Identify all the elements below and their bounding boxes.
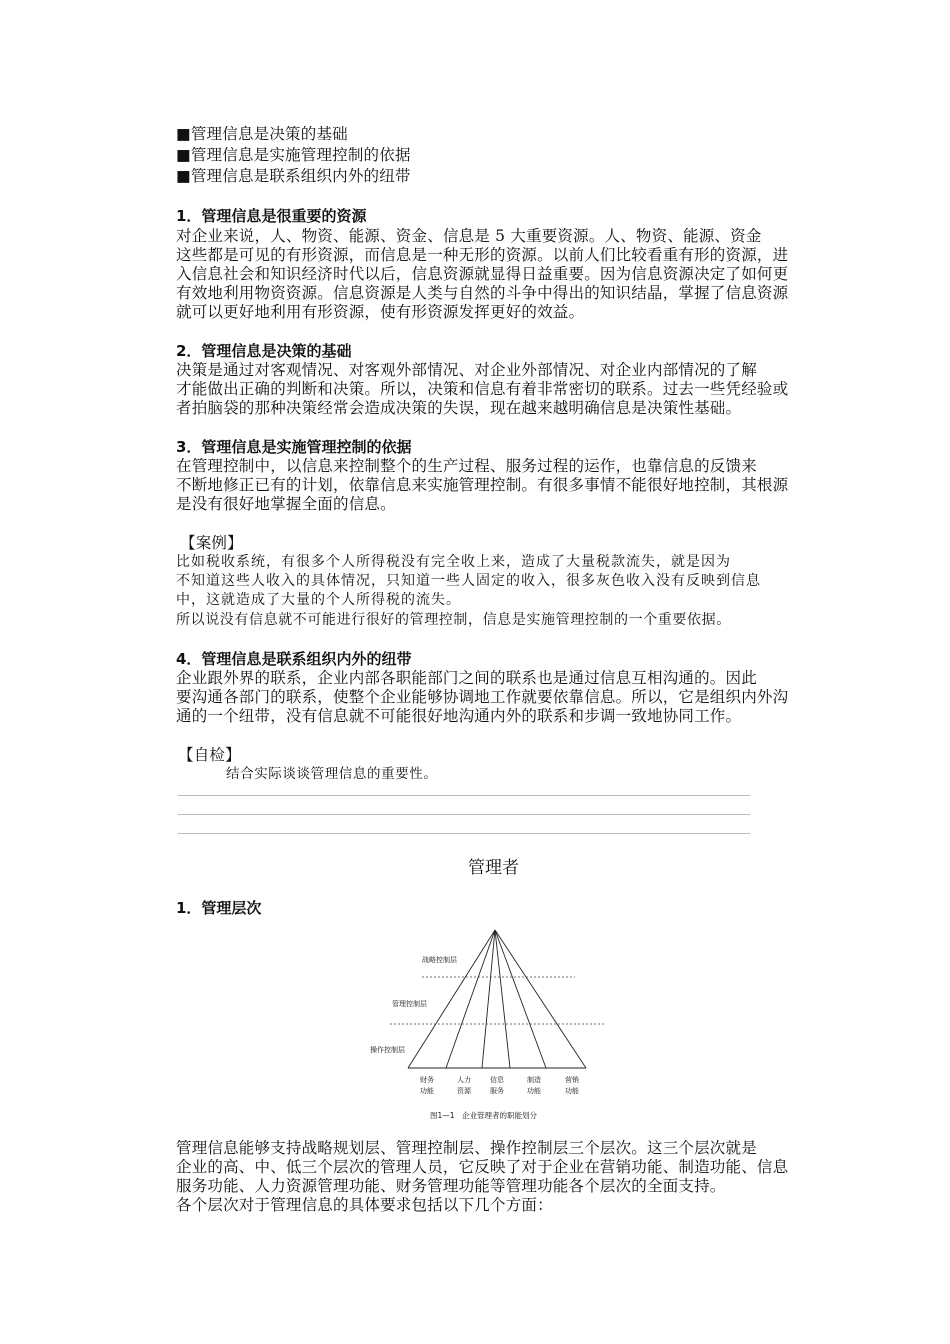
function-label-marketing-1: 营销 xyxy=(565,1076,579,1084)
section-resource-line: 有效地利用物资资源。信息资源是人类与自然的斗争中得出的知识结晶，掌握了信息资源 xyxy=(176,284,789,302)
pyramid-ray xyxy=(446,930,495,1068)
closing-line: 企业的高、中、低三个层次的管理人员，它反映了对于企业在营销功能、制造功能、信息 xyxy=(176,1158,789,1176)
section-heading-link: 4．管理信息是联系组织内外的纽带 xyxy=(176,650,412,668)
section-decision-line: 者拍脑袋的那种决策经常会造成决策的失误，现在越来越明确信息是决策性基础。 xyxy=(176,399,742,417)
section-link-line: 通的一个纽带，没有信息就不可能很好地沟通内外的联系和步调一致地协同工作。 xyxy=(176,707,742,725)
self-check-question: 结合实际谈谈管理信息的重要性。 xyxy=(226,766,438,782)
level-label-management: 管理控制层 xyxy=(392,1000,427,1008)
case-line: 所以说没有信息就不可能进行很好的管理控制，信息是实施管理控制的一个重要依据。 xyxy=(176,612,731,628)
pyramid-lines xyxy=(408,930,586,1068)
section-heading-resource: 1．管理信息是很重要的资源 xyxy=(176,207,367,225)
section-link-line: 要沟通各部门的联系，使整个企业能够协调地工作就要依靠信息。所以，它是组织内外沟 xyxy=(176,688,789,706)
answer-line[interactable] xyxy=(178,833,750,834)
closing-line: 管理信息能够支持战略规划层、管理控制层、操作控制层三个层次。这三个层次就是 xyxy=(176,1139,757,1157)
function-label-info-2: 服务 xyxy=(490,1087,504,1095)
section-decision-line: 才能做出正确的判断和决策。所以，决策和信息有着非常密切的联系。过去一些凭经验或 xyxy=(176,380,789,398)
case-line: 不知道这些人收入的具体情况，只知道一些人固定的收入，很多灰色收入没有反映到信息 xyxy=(176,573,761,589)
level-label-operational: 操作控制层 xyxy=(370,1046,405,1054)
closing-line: 服务功能、人力资源管理功能、财务管理功能等管理功能各个层次的全面支持。 xyxy=(176,1177,726,1195)
section-heading-decision: 2．管理信息是决策的基础 xyxy=(176,342,352,360)
subheading-management-levels: 1．管理层次 xyxy=(176,899,262,917)
function-label-hr-1: 人力 xyxy=(457,1076,471,1084)
case-line: 比如税收系统，有很多个人所得税没有完全收上来，造成了大量税款流失，就是因为 xyxy=(176,554,731,570)
section-resource-line: 对企业来说，人、物资、能源、资金、信息是 5 大重要资源。人、物资、能源、资金 xyxy=(176,227,762,245)
pyramid-left-edge xyxy=(408,930,495,1068)
case-line: 中，这就造成了大量的个人所得税的流失。 xyxy=(176,592,461,608)
chapter-title: 管理者 xyxy=(468,858,519,878)
section-decision-line: 决策是通过对客观情况、对客观外部情况、对企业外部情况、对企业内部情况的了解 xyxy=(176,361,757,379)
section-control-line: 在管理控制中，以信息来控制整个的生产过程、服务过程的运作，也靠信息的反馈来 xyxy=(176,457,757,475)
bullet-control-basis: ■管理信息是实施管理控制的依据 xyxy=(176,146,411,164)
section-control-line: 不断地修正已有的计划，依靠信息来实施管理控制。有很多事情不能很好地控制，其根源 xyxy=(176,476,789,494)
closing-line: 各个层次对于管理信息的具体要求包括以下几个方面： xyxy=(176,1196,553,1214)
section-control-line: 是没有很好地掌握全面的信息。 xyxy=(176,495,396,513)
figure-caption: 图1—1 企业管理者的职能划分 xyxy=(430,1111,538,1120)
function-label-marketing-2: 功能 xyxy=(565,1087,579,1095)
case-label: 【案例】 xyxy=(180,534,243,552)
bullet-link-basis: ■管理信息是联系组织内外的纽带 xyxy=(176,167,411,185)
section-resource-line: 入信息社会和知识经济时代以后，信息资源就显得日益重要。因为信息资源决定了如何更 xyxy=(176,265,789,283)
bullet-decision-basis: ■管理信息是决策的基础 xyxy=(176,125,348,143)
function-label-hr-2: 资源 xyxy=(457,1087,471,1095)
section-resource-line: 就可以更好地利用有形资源，使有形资源发挥更好的效益。 xyxy=(176,303,585,321)
function-label-info-1: 信息 xyxy=(490,1076,504,1084)
management-pyramid-figure xyxy=(350,920,620,1125)
section-heading-control: 3．管理信息是实施管理控制的依据 xyxy=(176,438,412,456)
function-label-manufacturing-2: 功能 xyxy=(527,1087,541,1095)
level-label-strategic: 战略控制层 xyxy=(422,956,457,964)
pyramid-ray xyxy=(482,930,495,1068)
function-label-finance-1: 财务 xyxy=(420,1076,434,1084)
answer-line[interactable] xyxy=(178,795,750,796)
function-label-manufacturing-1: 制造 xyxy=(527,1076,541,1084)
function-labels xyxy=(420,1075,579,1095)
section-link-line: 企业跟外界的联系，企业内部各职能部门之间的联系也是通过信息互相沟通的。因此 xyxy=(176,669,757,687)
self-check-label: 【自检】 xyxy=(178,746,241,764)
function-label-finance-2: 功能 xyxy=(420,1087,434,1095)
answer-line[interactable] xyxy=(178,814,750,815)
pyramid-right-edge xyxy=(495,930,586,1068)
section-resource-line: 这些都是可见的有形资源，而信息是一种无形的资源。以前人们比较看重有形的资源，进 xyxy=(176,246,789,264)
